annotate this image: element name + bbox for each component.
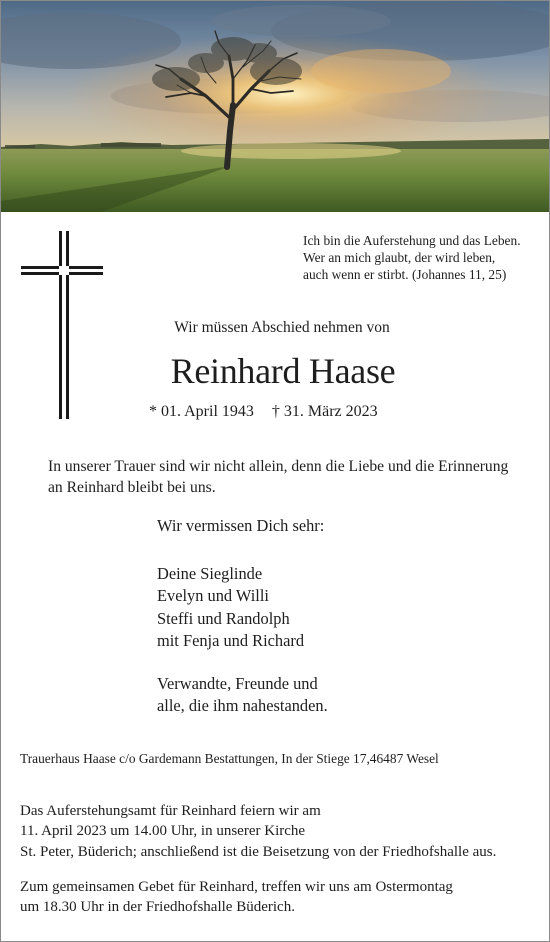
life-dates xyxy=(149,403,378,421)
relatives-line: Verwandte, Freunde und xyxy=(157,674,318,693)
deceased-name: Reinhard Haase xyxy=(170,351,396,391)
verse-line: Wer an mich glaubt, der wird leben, xyxy=(303,250,496,266)
verse-line: Ich bin die Auferstehung und das Leben. xyxy=(303,233,521,248)
family-member: Evelyn und Willi xyxy=(157,586,269,606)
relatives-list xyxy=(157,673,328,718)
death-date: † 31. März 2023 xyxy=(271,403,378,420)
header-photo-tree-sunset xyxy=(1,1,549,212)
mourning-line: In unserer Trauer sind wir nicht allein, denn die Liebe und die Erinnerung xyxy=(48,458,509,475)
service-line: 11. April 2023 um 14.00 Uhr, in unserer Kirche xyxy=(20,823,306,840)
prayer-info xyxy=(20,877,453,918)
verse-line: auch wenn er stirbt. (Johannes 11, 25) xyxy=(303,267,507,283)
family-member: mit Fenja und Richard xyxy=(157,631,305,651)
mourning-text xyxy=(48,457,528,498)
family-list xyxy=(157,563,304,653)
service-line: Das Auferstehungsamt für Reinhard feiern wir am xyxy=(20,803,321,819)
mourning-house-address: Trauerhaus Haase c/o Gardemann Bestattungen, In der Stiege 17,46487 Wesel xyxy=(20,751,439,766)
intro-line: Wir müssen Abschied nehmen von xyxy=(174,319,390,336)
mourning-line: an Reinhard bleibt bei uns. xyxy=(48,478,216,496)
prayer-line: um 18.30 Uhr in der Friedhofshalle Büderich. xyxy=(20,899,295,916)
relatives-line: alle, die ihm nahestanden. xyxy=(157,696,328,716)
service-line: St. Peter, Büderich; anschließend ist die Beisetzung von der Friedhofshalle aus. xyxy=(20,843,497,860)
bible-verse xyxy=(303,232,543,284)
funeral-service-info xyxy=(20,801,496,862)
family-member: Steffi und Randolph xyxy=(157,608,290,628)
miss-you-line: Wir vermissen Dich sehr: xyxy=(157,516,325,535)
birth-date: * 01. April 1943 xyxy=(149,403,254,420)
prayer-line: Zum gemeinsamen Gebet für Reinhard, treffen wir uns am Ostermontag xyxy=(20,879,453,895)
family-member: Deine Sieglinde xyxy=(157,564,263,583)
